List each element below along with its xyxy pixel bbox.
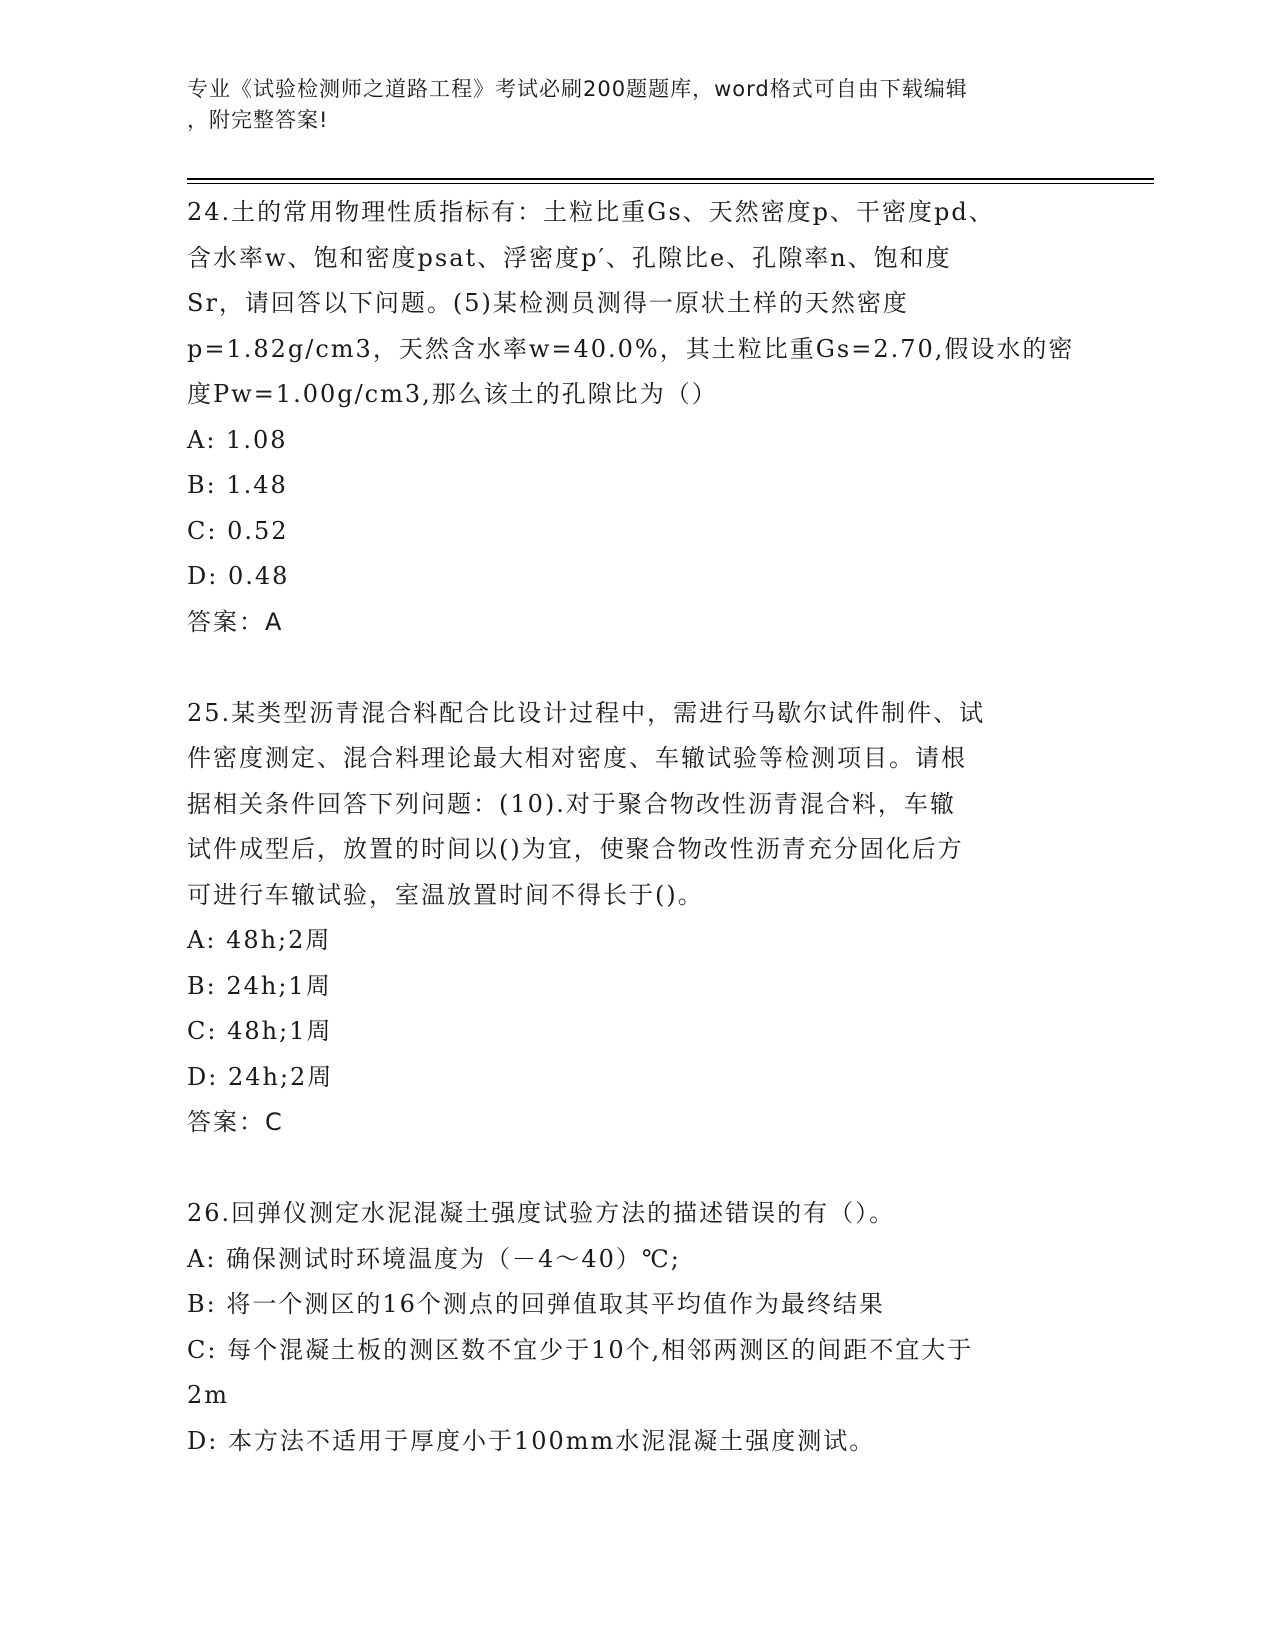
question-stem-line: Sr，请回答以下问题。(5)某检测员测得一原状土样的天然密度 xyxy=(187,289,909,317)
option-b: B: 将一个测区的16个测点的回弹值取其平均值作为最终结果 xyxy=(187,1290,885,1318)
header-line-1: 专业《试验检测师之道路工程》考试必刷200题题库，word格式可自由下载编辑 xyxy=(187,77,968,101)
question-stem-line: 可进行车辙试验，室温放置时间不得长于()。 xyxy=(187,880,704,909)
option-c-continued: 2m xyxy=(187,1381,230,1409)
option-b: B: 24h;1周 xyxy=(187,971,332,1000)
question-stem-line: 试件成型后，放置的时间以()为宜，使聚合物改性沥青充分固化后方 xyxy=(187,835,964,863)
question-stem-line: 24.土的常用物理性质指标有：土粒比重Gs、天然密度p、干密度pd、 xyxy=(187,198,995,226)
option-a: A: 确保测试时环境温度为（－4～40）℃; xyxy=(187,1244,681,1273)
question-stem-line: 据相关条件回答下列问题：(10).对于聚合物改性沥青混合料，车辙 xyxy=(187,789,956,818)
spacer xyxy=(187,645,1087,691)
question-stem-line: 含水率w、饱和密度psat、浮密度p′、孔隙比e、孔隙率n、饱和度 xyxy=(187,243,952,272)
answer-line: 答案：A xyxy=(187,607,284,636)
option-d: D: 本方法不适用于厚度小于100mm水泥混凝土强度测试。 xyxy=(187,1426,876,1455)
question-stem-line: 件密度测定、混合料理论最大相对密度、车辙试验等检测项目。请根 xyxy=(187,744,967,772)
header-divider-thick xyxy=(187,178,1154,180)
question-stem-line: 度Pw=1.00g/cm3,那么该土的孔隙比为（） xyxy=(187,380,718,408)
header-divider-thin xyxy=(187,183,1154,184)
option-c: C: 每个混凝土板的测区数不宜少于10个,相邻两测区的间距不宜大于 xyxy=(187,1335,974,1364)
option-d: D: 24h;2周 xyxy=(187,1062,334,1091)
option-d: D: 0.48 xyxy=(187,562,290,590)
spacer xyxy=(187,1146,1087,1192)
option-a: A: 48h;2周 xyxy=(187,926,332,954)
option-c: C: 0.52 xyxy=(187,516,289,545)
option-a: A: 1.08 xyxy=(187,425,288,454)
document-header xyxy=(187,74,1067,136)
question-26 xyxy=(187,1191,1087,1464)
answer-line: 答案：C xyxy=(187,1108,284,1136)
question-stem-line: p=1.82g/cm3，天然含水率w=40.0%，其土粒比重Gs=2.70,假设水的密 xyxy=(187,334,1075,363)
question-24 xyxy=(187,190,1087,645)
question-stem-line: 25.某类型沥青混合料配合比设计过程中，需进行马歇尔试件制件、试 xyxy=(187,698,986,727)
question-25 xyxy=(187,691,1087,1146)
question-list xyxy=(187,190,1087,1464)
option-c: C: 48h;1周 xyxy=(187,1017,333,1045)
header-line-2: ，附完整答案! xyxy=(187,108,329,132)
option-b: B: 1.48 xyxy=(187,471,288,499)
question-stem-line: 26.回弹仪测定水泥混凝土强度试验方法的描述错误的有（）。 xyxy=(187,1199,896,1227)
